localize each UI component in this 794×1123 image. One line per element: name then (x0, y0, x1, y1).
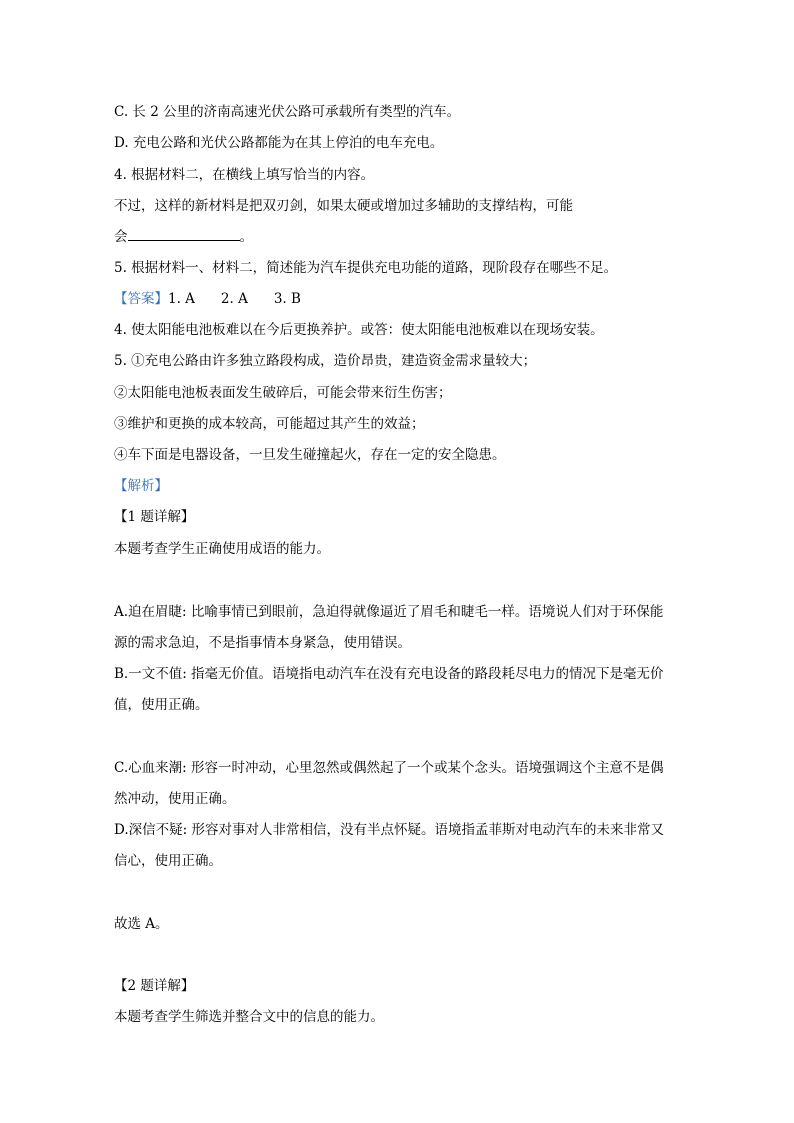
q2-intro: 本题考查学生筛选并整合文中的信息的能力。 (114, 1009, 384, 1025)
explanation-d-line-2: 信心，使用正确。 (114, 853, 222, 869)
answer-tag: 【答案】 (114, 291, 168, 307)
question-4-text: 不过，这样的新材料是把双刃剑，如果太硬或增加过多辅助的支撑结构，可能 (114, 198, 573, 214)
question-5: 5. 根据材料一、材料二，简述能为汽车提供充电功能的道路，现阶段存在哪些不足。 (114, 260, 618, 276)
explanation-b-line-1: B.一文不值: 指毫无价值。语境指电动汽车在没有充电设备的路段耗尽电力的情况下是毫无价 (114, 666, 664, 682)
answer-4: 4. 使太阳能电池板难以在今后更换养护。或答：使太阳能电池板难以在现场安装。 (114, 322, 604, 338)
answer-5-item-4: ④车下面是电器设备，一旦发生碰撞起火，存在一定的安全隐患。 (114, 447, 506, 463)
explanation-c-line-1: C.心血来潮: 形容一时冲动，心里忽然或偶然起了一个或某个念头。语境强调这个主意不是偶 (114, 760, 664, 776)
q2-title: 【2 题详解】 (114, 978, 195, 994)
option-d: D. 充电公路和光伏公路都能为在其上停泊的电车充电。 (114, 135, 444, 151)
explanation-a-line-2: 源的需求急迫，不是指事情本身紧急，使用错误。 (114, 635, 411, 651)
q1-intro: 本题考查学生正确使用成语的能力。 (114, 541, 330, 557)
analysis-tag: 【解析】 (114, 478, 168, 494)
question-4: 4. 根据材料二，在横线上填写恰当的内容。 (114, 167, 375, 183)
conclusion: 故选 A。 (114, 916, 169, 932)
q1-title: 【1 题详解】 (114, 509, 195, 525)
answer-5-item-2: ②太阳能电池板表面发生破碎后，可能会带来衍生伤害； (114, 385, 452, 401)
explanation-d-line-1: D.深信不疑: 形容对事对人非常相信，没有半点怀疑。语境指孟菲斯对电动汽车的未来非常又 (114, 822, 664, 838)
answer-3: 3. B (273, 291, 301, 307)
fill-in-blank (128, 227, 240, 241)
answer-1: 1. A (168, 291, 195, 307)
option-c: C. 长 2 公里的济南高速光伏公路可承载所有类型的汽车。 (114, 104, 461, 120)
blank-suffix: 。 (239, 229, 253, 245)
blank-prefix: 会 (114, 229, 128, 245)
answer-line (114, 289, 301, 309)
explanation-c-line-2: 然冲动，使用正确。 (114, 791, 236, 807)
answer-2: 2. A (220, 291, 248, 307)
answer-5-item-1: 5. ①充电公路由许多独立路段构成，造价昂贵，建造资金需求量较大； (114, 353, 537, 369)
explanation-a-line-1: A.迫在眉睫: 比喻事情已到眼前，急迫得就像逼近了眉毛和睫毛一样。语境说人们对于环保能 (114, 604, 664, 620)
question-4-blank-line (114, 227, 253, 247)
answer-5-item-3: ③维护和更换的成本较高，可能超过其产生的效益； (114, 416, 425, 432)
explanation-b-line-2: 值，使用正确。 (114, 697, 209, 713)
